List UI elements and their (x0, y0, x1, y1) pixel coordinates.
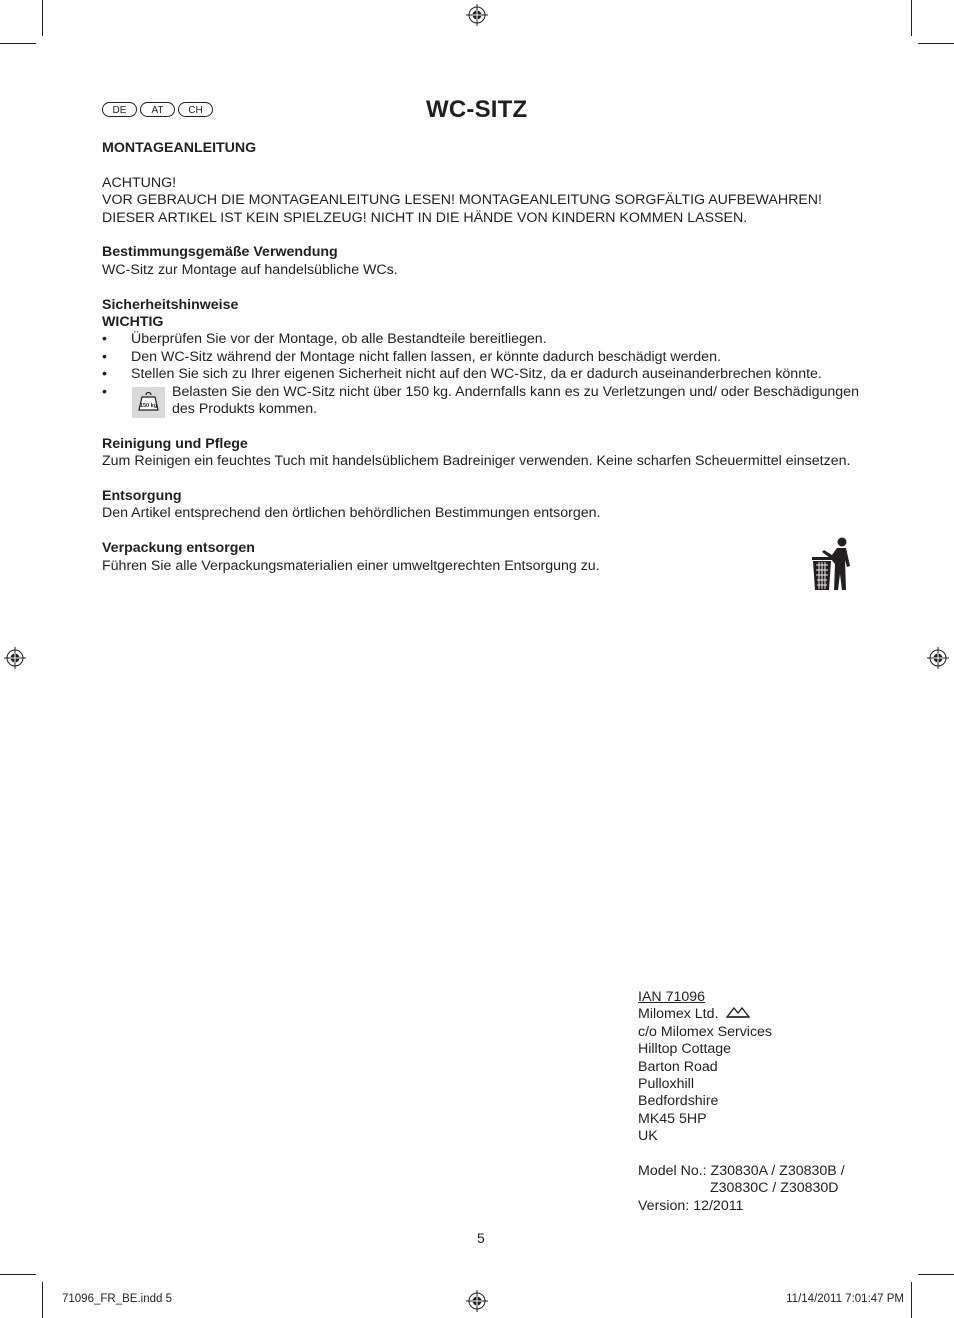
slug-timestamp: 11/14/2011 7:01:47 PM (786, 1293, 904, 1305)
crop-mark (0, 43, 36, 44)
cleaning-text: Zum Reinigen ein feuchtes Tuch mit handelsüblichem Badreiniger verwenden. Keine scharfen Scheuermittel einsetzen. (102, 453, 851, 470)
safety-heading: Sicherheitshinweise (102, 296, 239, 313)
intended-use-text: WC-Sitz zur Montage auf handelsübliche WCs. (102, 261, 398, 278)
crop-mark (918, 1274, 954, 1275)
registration-mark-icon (927, 647, 949, 669)
page-number: 5 (477, 1230, 485, 1246)
section-heading: MONTAGEANLEITUNG (102, 140, 257, 156)
address-line: UK (638, 1128, 658, 1145)
crop-mark (911, 0, 912, 36)
list-item (102, 384, 862, 419)
list-item (102, 331, 862, 348)
address-line: Bedfordshire (638, 1093, 719, 1110)
weight-icon-label: 150 kg (139, 402, 158, 409)
crop-mark (42, 0, 43, 36)
model-number: Model No.: Z30830A / Z30830B / (638, 1163, 845, 1180)
warning-line: VOR GEBRAUCH DIE MONTAGEANLEITUNG LESEN! MONTAGEANLEITUNG SORGFÄLTIG AUFBEWAHREN! (102, 192, 822, 209)
registration-mark-icon (4, 647, 26, 669)
list-item-text: Überprüfen Sie vor der Montage, ob alle Bestandteile bereitliegen. (131, 331, 547, 348)
disposal-text: Den Artikel entsprechend den örtlichen behördlichen Bestimmungen entsorgen. (102, 505, 601, 522)
bullet: • (102, 331, 107, 348)
list-item-text: Den WC-Sitz während der Montage nicht fallen lassen, er könnte dadurch beschädigt werden. (131, 348, 721, 365)
safety-subheading: WICHTIG (102, 314, 164, 331)
dispose-trash-icon (810, 536, 854, 592)
crop-mark (918, 43, 954, 44)
page-title: WC-SITZ (426, 96, 528, 123)
list-item (102, 349, 862, 366)
list-item-text: Stellen Sie sich zu Ihrer eigenen Sicherheit nicht auf den WC-Sitz, da er dadurch auseinanderbrechen könnte. (131, 366, 822, 383)
weight-150kg-icon (132, 387, 165, 418)
bullet: • (102, 383, 107, 400)
milomex-mountain-logo-icon (726, 1006, 750, 1018)
crop-mark (911, 1282, 912, 1318)
crop-mark (0, 1274, 36, 1275)
manufacturer-address (638, 989, 845, 1215)
bullet: • (102, 348, 107, 365)
version: Version: 12/2011 (638, 1197, 744, 1214)
slug-file-info: 71096_FR_BE.indd 5 (62, 1293, 172, 1305)
disposal-heading: Entsorgung (102, 488, 182, 505)
address-line: Pulloxhill (638, 1076, 694, 1093)
registration-mark-icon (466, 4, 488, 26)
company-name: Milomex Ltd. (638, 1006, 719, 1023)
bullet: • (102, 366, 107, 383)
address-line: Hilltop Cottage (638, 1041, 732, 1058)
address-line: c/o Milomex Services (638, 1023, 773, 1040)
ian-number: IAN 71096 (638, 989, 706, 1005)
country-badge-ch: CH (178, 102, 213, 117)
country-badge-at: AT (140, 102, 175, 117)
country-badge-de: DE (102, 102, 137, 117)
intended-use-heading: Bestimmungsgemäße Verwendung (102, 244, 338, 261)
address-line: MK45 5HP (638, 1110, 707, 1127)
list-item (102, 366, 862, 383)
address-line: Barton Road (638, 1058, 718, 1075)
packaging-heading: Verpackung entsorgen (102, 540, 255, 557)
company-line (638, 1006, 845, 1023)
cleaning-heading: Reinigung und Pflege (102, 435, 248, 452)
instructions-body (102, 140, 862, 575)
list-item-text: Belasten Sie den WC-Sitz nicht über 150 kg. Andernfalls kann es zu Verletzungen und/ oder Beschädigungen des Produkts kommen. (172, 383, 859, 418)
model-number-cont: Z30830C / Z30830D (710, 1180, 839, 1197)
warning-line: DIESER ARTIKEL IST KEIN SPIELZEUG! NICHT IN DIE HÄNDE VON KINDERN KOMMEN LASSEN. (102, 209, 748, 226)
packaging-text: Führen Sie alle Verpackungsmaterialien einer umweltgerechten Entsorgung zu. (102, 557, 600, 574)
country-badges (102, 102, 213, 117)
registration-mark-icon (466, 1290, 488, 1312)
crop-mark (42, 1282, 43, 1318)
warning-label: ACHTUNG! (102, 174, 177, 191)
